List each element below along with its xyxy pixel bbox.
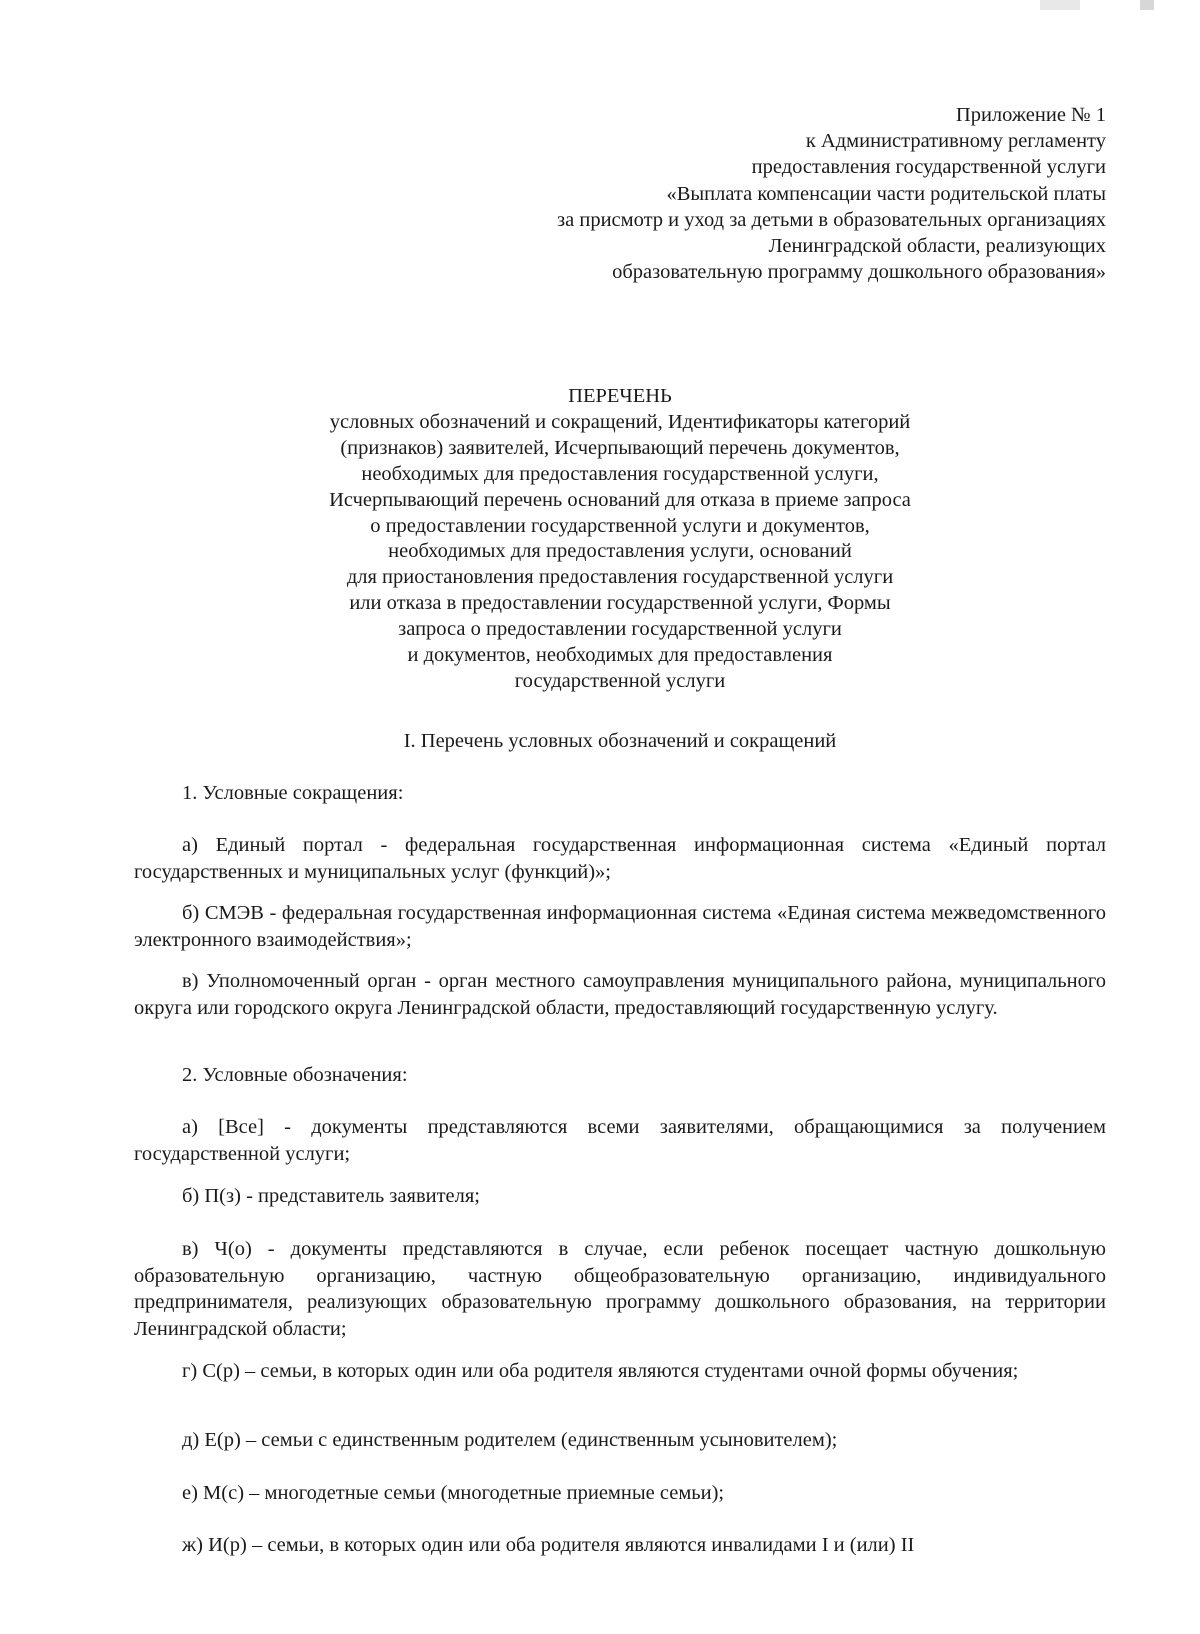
document-title <box>150 384 1090 695</box>
title-line: запроса о предоставлении государственной услуги <box>398 618 842 641</box>
title-line: (признаков) заявителей, Исчерпывающий перечень документов, <box>340 436 900 459</box>
appendix-line: к Административному регламенту <box>805 130 1106 153</box>
appendix-line: образовательную программу дошкольного образования» <box>612 261 1106 284</box>
scan-artifact <box>1140 0 1154 10</box>
title-line: Исчерпывающий перечень оснований для отказа в приеме запроса <box>329 488 911 511</box>
scan-artifact <box>1040 0 1080 10</box>
paragraph-designation-d: д) Е(р) – семьи с единственным родителем (единственным усыновителем); <box>182 1429 838 1451</box>
title-line: условных обозначений и сокращений, Идентификаторы категорий <box>329 410 911 433</box>
title-line: государственной услуги <box>514 669 726 692</box>
paragraph-designations-heading: 2. Условные обозначения: <box>182 1064 408 1086</box>
paragraph-abbreviations-heading: 1. Условные сокращения: <box>182 782 404 804</box>
paragraph-designation-zh: ж) И(р) – семьи, в которых один или оба родителя являются инвалидами I и (или) II <box>182 1534 915 1556</box>
title-line: и документов, необходимых для предоставления <box>407 644 833 667</box>
paragraph-designation-g: г) С(р) – семьи, в которых один или оба родителя являются студентами очной формы обучения; <box>182 1360 1019 1382</box>
paragraph-designation-a: а) [Все] - документы представляются всеми заявителями, обращающимися за получением государственной услуги; <box>134 1116 1106 1165</box>
appendix-line: Приложение № 1 <box>955 104 1106 126</box>
paragraph-abbreviation-a: а) Единый портал - федеральная государственная информационная система «Единый портал государственных и муниципальных услуг (функций)»; <box>134 834 1106 883</box>
title-line: или отказа в предоставлении государственной услуги, Формы <box>349 592 891 615</box>
appendix-line: предоставления государственной услуги <box>751 156 1106 179</box>
section-heading: I. Перечень условных обозначений и сокращений <box>403 730 837 752</box>
appendix-line: за присмотр и уход за детьми в образовательных организациях <box>557 208 1106 231</box>
paragraph-designation-v: в) Ч(о) - документы представляются в случае, если ребенок посещает частную дошкольную образовательную организацию, частную общеобразовательную организацию, индивидуального предпринимателя, реализующих образовательную программу дошкольного образования, на территории Ленинградской области; <box>134 1238 1106 1340</box>
title-line: для приостановления предоставления государственной услуги <box>346 566 894 589</box>
appendix-header <box>386 102 1106 285</box>
paragraph-designation-e: е) М(с) – многодетные семьи (многодетные приемные семьи); <box>182 1482 725 1504</box>
paragraph-abbreviation-v: в) Уполномоченный орган - орган местного самоуправления муниципального района, муниципального округа или городского округа Ленинградской области, предоставляющий государственную услугу. <box>134 970 1106 1019</box>
appendix-line: «Выплата компенсации части родительской платы <box>666 182 1106 205</box>
title-heading: ПЕРЕЧЕНЬ <box>568 385 672 407</box>
appendix-line: Ленинградской области, реализующих <box>768 235 1106 258</box>
title-line: необходимых для предоставления государственной услуги, <box>361 462 879 485</box>
paragraph-designation-b: б) П(з) - представитель заявителя; <box>182 1185 481 1207</box>
title-line: о предоставлении государственной услуги и документов, <box>370 514 870 537</box>
paragraph-abbreviation-b: б) СМЭВ - федеральная государственная информационная система «Единая система межведомственного электронного взаимодействия»; <box>134 902 1106 951</box>
title-line: необходимых для предоставления услуги, оснований <box>388 540 852 563</box>
